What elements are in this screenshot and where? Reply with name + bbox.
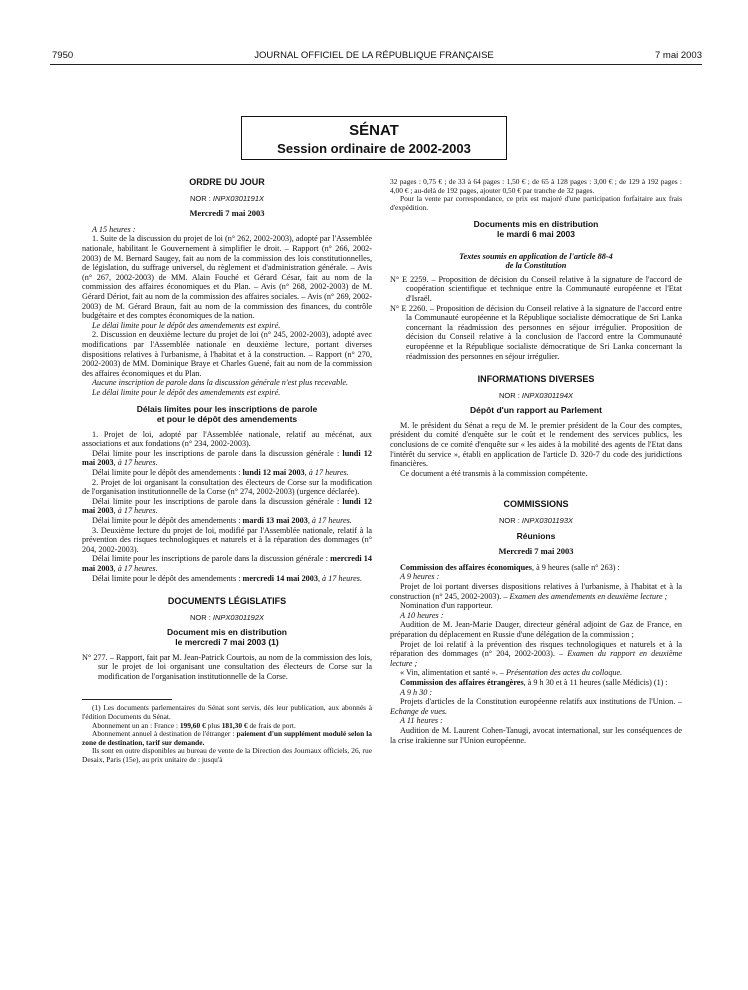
vente-note: Pour la vente par correspondance, ce prix est majoré d'une participation forfaitaire aux frais d'expédition. bbox=[390, 194, 682, 212]
delais-heading: Délais limites pour les inscriptions de parole et pour le dépôt des amendements bbox=[136, 404, 318, 425]
deadline-line: Délai limite pour les inscriptions de parole dans la discussion générale : lundi 12 mai 2003, à 17 heures. bbox=[82, 448, 372, 468]
deadline-line: Délai limite pour le dépôt des amendements : mercredi 14 mai 2003, à 17 heures. bbox=[92, 573, 362, 583]
document-277: N° 277. – Rapport, fait par M. Jean-Patrick Courtois, au nom de la commission des lois, sur le projet de loi organisant une consultation des électeurs de Corse sur la modification de l'organisation institutionnelle de la Corse. bbox=[82, 652, 372, 681]
deadline-item-2: 2. Projet de loi organisant la consultation des électeurs de Corse sur la modification de l'organisation institutionnelle de la Corse (n° 274, 2002-2003) (urgence déclarée). bbox=[82, 477, 372, 497]
commission-item: Projet de loi relatif à la prévention des risques technologiques et naturels et à la réparation des dommages (n° 204, 2002-2003). – Examen du rapport en deuxième lecture ; bbox=[390, 639, 683, 668]
deadline-item-3: 3. Deuxième lecture du projet de loi, modifié par l'Assemblée nationale, relatif à la prévention des risques technologiques et naturels et à la réparation des dommages (n° 204, 2002-2003). bbox=[82, 525, 372, 554]
meeting-date: Mercredi 7 mai 2003 bbox=[498, 546, 574, 557]
ordre-du-jour-heading: ORDRE DU JOUR bbox=[189, 177, 265, 187]
commission-item: Projets d'articles de la Constitution européenne relatifs aux institutions de l'Union. – Echange de vues. bbox=[390, 697, 682, 716]
time-label: A 9 h 30 : bbox=[400, 687, 433, 697]
depot-paragraph: M. le président du Sénat a reçu de M. le premier président de la Cour des comptes, président du comité d'enquête sur le coût et le rendement des services publics, les conclusions de ce comité d'enquête sur « les aides à la mobilité des agents de l'Etat dans l'intérêt du service », établi en application de l'article D. 320-7 du code des juridictions financières. bbox=[390, 420, 682, 469]
footnote-1: (1) Les documents parlementaires du Sénat sont servis, dès leur publication, aux abonnés à l'édition Documents du Sénat. bbox=[82, 703, 372, 721]
footnote-4: Ils sont en outre disponibles au bureau de vente de la Direction des Journaux officiels, 26, rue Desaix, Paris (15e), au prix unitaire de : jusqu'à bbox=[82, 746, 372, 764]
session-title: Session ordinaire de 2002-2003 bbox=[277, 141, 471, 156]
agenda-item-1: 1. Suite de la discussion du projet de loi (n° 262, 2002-2003), adopté par l'Assemblée nationale, habilitant le Gouvernement à simplifier le droit. – Rapport (n° 266, 2002-2003) de M. Bernard Saugey, fait au nom de la commission des lois constitutionnelles, de législation, du suffrage universel, du règlement et d'administration générale. – Avis (n° 267, 2002-2003) de MM. Alain Fouché et Gérard César, fait au nom de la commission des affaires économiques et du Plan. – Avis (n° 268, 2002-2003) de M. Gérard Dériot, fait au nom de la commission des affaires sociales. – Avis (n° 269, 2002-2003) de M. Gérard Braun, fait au nom de la commission des finances, du contrôle budgétaire et des comptes économiques de la nation. bbox=[82, 234, 372, 321]
nor-reference: NOR : INPX0301194X bbox=[498, 390, 574, 400]
time-label: A 15 heures : bbox=[92, 224, 136, 234]
textes-heading: Textes soumis en application de l'article 88-4 de la Constitution bbox=[459, 251, 613, 271]
deadline-note: Le délai limite pour le dépôt des amendements est expiré. bbox=[92, 387, 281, 397]
deadline-line: Délai limite pour les inscriptions de parole dans la discussion générale : mercredi 14 mai 2003, à 17 heures. bbox=[82, 554, 372, 573]
page-number: 7950 bbox=[52, 50, 74, 61]
distribution-heading: Documents mis en distribution le mardi 6 mai 2003 bbox=[473, 219, 599, 239]
footnote-3: Abonnement annuel à destination de l'étranger : paiement d'un supplément modulé selon la zone de destination, tarif sur demande. bbox=[82, 729, 372, 747]
commission-item: Audition de M. Jean-Marie Dauger, directeur général adjoint de Gaz de France, en préparation du déplacement en Russie d'une délégation de la commission ; bbox=[390, 620, 682, 639]
header-rule bbox=[50, 64, 702, 65]
nor-reference: NOR : INPX0301193X bbox=[498, 516, 574, 526]
speaking-note: Aucune inscription de parole dans la discussion générale n'est plus recevable. bbox=[92, 378, 349, 388]
commission-item: Nomination d'un rapporteur. bbox=[400, 601, 493, 611]
time-label: A 9 heures : bbox=[400, 572, 440, 582]
document-e2260: N° E 2260. – Proposition de décision du Conseil relative à la signature de l'accord entre la Communauté européenne et la République socialiste démocratique de Sri Lanka concernant la réadmission des personnes en séjour irrégulier. Proposition de décision du Conseil relative à la conclusion de l'accord entre la Communauté européenne et la République socialiste démocratique de Sri Lanka concernant la réadmission des personnes en séjour irrégulier. bbox=[390, 303, 682, 361]
informations-diverses-heading: INFORMATIONS DIVERSES bbox=[477, 374, 595, 385]
commission-item: Projet de loi portant diverses dispositions relatives à l'urbanisme, à l'habitat et à la construction (n° 245, 2002-2003). – Examen des amendements en deuxième lecture ; bbox=[390, 582, 682, 601]
nor-reference: NOR : INPX0301191X bbox=[189, 193, 265, 203]
distribution-heading: Document mis en distribution le mercredi 7 mai 2003 (1) bbox=[167, 627, 287, 647]
footnotes bbox=[82, 704, 372, 764]
reunions-heading: Réunions bbox=[516, 530, 556, 541]
commission-item: « Vin, alimentation et santé ». – Présentation des actes du colloque. bbox=[400, 668, 623, 678]
deadline-note: Le délai limite pour le dépôt des amendements est expiré. bbox=[92, 320, 281, 330]
depot-paragraph: Ce document a été transmis à la commission compétente. bbox=[400, 468, 588, 478]
footnote-rule bbox=[82, 699, 172, 700]
right-column bbox=[390, 178, 682, 745]
footnote-2: Abonnement un an : France : 199,60 € plus 181,30 € de frais de port. bbox=[92, 720, 296, 730]
senat-title: SÉNAT bbox=[349, 122, 399, 139]
sitting-date: Mercredi 7 mai 2003 bbox=[189, 208, 265, 219]
deadline-line: Délai limite pour le dépôt des amendements : mardi 13 mai 2003, à 17 heures. bbox=[92, 516, 352, 525]
documents-legislatifs-heading: DOCUMENTS LÉGISLATIFS bbox=[167, 596, 287, 607]
depot-heading: Dépôt d'un rapport au Parlement bbox=[470, 405, 602, 416]
time-label: A 11 heures : bbox=[400, 716, 443, 726]
deadline-line: Délai limite pour les inscriptions de parole dans la discussion générale : lundi 12 mai 2003, à 17 heures. bbox=[82, 496, 372, 516]
deadline-item-1: 1. Projet de loi, adopté par l'Assemblée nationale, relatif au mécénat, aux associations et aux fondations (n° 234, 2002-2003). bbox=[82, 429, 372, 449]
left-column bbox=[82, 178, 372, 764]
time-label: A 10 heures : bbox=[400, 610, 444, 620]
nor-reference: NOR : INPX0301192X bbox=[189, 612, 265, 622]
commission-line: Commission des affaires étrangères, à 9 h 30 et à 11 heures (salle Médicis) (1) : bbox=[400, 677, 668, 687]
journal-title: JOURNAL OFFICIEL DE LA RÉPUBLIQUE FRANÇAISE bbox=[254, 50, 494, 61]
issue-date: 7 mai 2003 bbox=[654, 50, 702, 61]
commission-line: Commission des affaires économiques, à 9 heures (salle n° 263) : bbox=[400, 562, 620, 572]
tarif-continuation: 32 pages : 0,75 € ; de 33 à 64 pages : 1,50 € ; de 65 à 128 pages : 3,00 € ; de 129 à 192 pages : 4,00 € ; au-delà de 192 pages, ajouter 0,50 € par tranche de 32 pages. bbox=[390, 177, 682, 195]
commission-item: Audition de M. Laurent Cohen-Tanugi, avocat international, sur les conséquences de la crise irakienne sur l'Union européenne. bbox=[390, 725, 682, 745]
agenda-item-2: 2. Discussion en deuxième lecture du projet de loi (n° 245, 2002-2003), adopté avec modifications par l'Assemblée nationale en deuxième lecture, portant diverses dispositions relatives à l'urbanisme, à l'habitat et à la construction. – Rapport (n° 270, 2002-2003) de MM. Dominique Braye et Charles Guené, fait au nom de la commission des affaires économiques et du Plan. bbox=[82, 330, 372, 378]
commissions-heading: COMMISSIONS bbox=[503, 499, 569, 510]
senat-title-box bbox=[241, 116, 507, 160]
document-e2259: N° E 2259. – Proposition de décision du Conseil relative à la signature de l'accord de coopération scientifique et technique entre la Communauté européenne et l'Etat d'Israël. bbox=[390, 274, 682, 303]
deadline-line: Délai limite pour le dépôt des amendements : lundi 12 mai 2003, à 17 heures. bbox=[92, 468, 349, 478]
